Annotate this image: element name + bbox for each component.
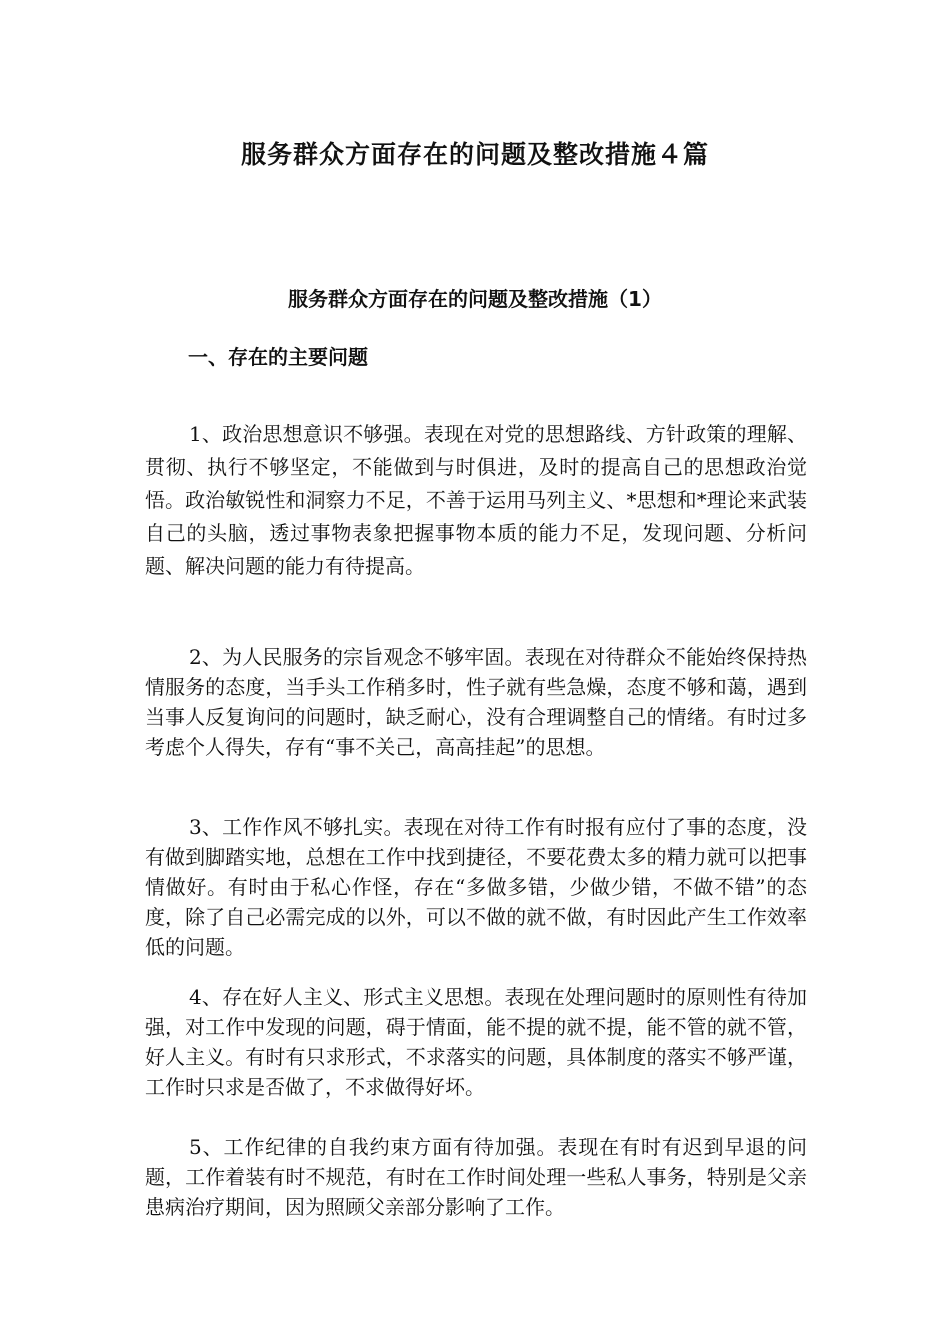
paragraph-5: 5、工作纪律的自我约束方面有待加强。表现在有时有迟到早退的问题，工作着装有时不规范，有时在工作时间处理一些私人事务，特别是父亲患病治疗期间，因为照顾父亲部分影响了工作。 xyxy=(145,1135,807,1219)
paragraph-4: 4、存在好人主义、形式主义思想。表现在处理问题时的原则性有待加强，对工作中发现的问题，碍于情面，能不提的就不提，能不管的就不管，好人主义。有时有只求形式，不求落实的问题，具体制度的落实不够严谨，工作时只求是否做了，不求做得好坏。 xyxy=(145,985,807,1099)
section-heading: 一、存在的主要问题 xyxy=(188,345,368,369)
paragraph-3: 3、工作作风不够扎实。表现在对待工作有时报有应付了事的态度，没有做到脚踏实地，总想在工作中找到捷径，不要花费太多的精力就可以把事情做好。有时由于私心作怪，存在“多做多错，少做少错，不做不错”的态度，除了自己必需完成的以外，可以不做的就不做，有时因此产生工作效率低的问题。 xyxy=(145,815,807,959)
paragraph-1: 1、政治思想意识不够强。表现在对党的思想路线、方针政策的理解、贯彻、执行不够坚定，不能做到与时俱进，及时的提高自己的思想政治觉悟。政治敏锐性和洞察力不足，不善于运用马列主义、*思想和*理论来武装自己的头脑，透过事物表象把握事物本质的能力不足，发现问题、分析问题、解决问题的能力有待提高。 xyxy=(145,422,807,578)
paragraph-2: 2、为人民服务的宗旨观念不够牢固。表现在对待群众不能始终保持热情服务的态度，当手头工作稍多时，性子就有些急燥，态度不够和蔼，遇到当事人反复询问的问题时，缺乏耐心，没有合理调整自己的情绪。有时过多考虑个人得失，存有“事不关己，高高挂起”的思想。 xyxy=(145,645,807,759)
section-title: 服务群众方面存在的问题及整改措施（1） xyxy=(288,287,662,311)
document-title: 服务群众方面存在的问题及整改措施４篇 xyxy=(240,140,709,169)
